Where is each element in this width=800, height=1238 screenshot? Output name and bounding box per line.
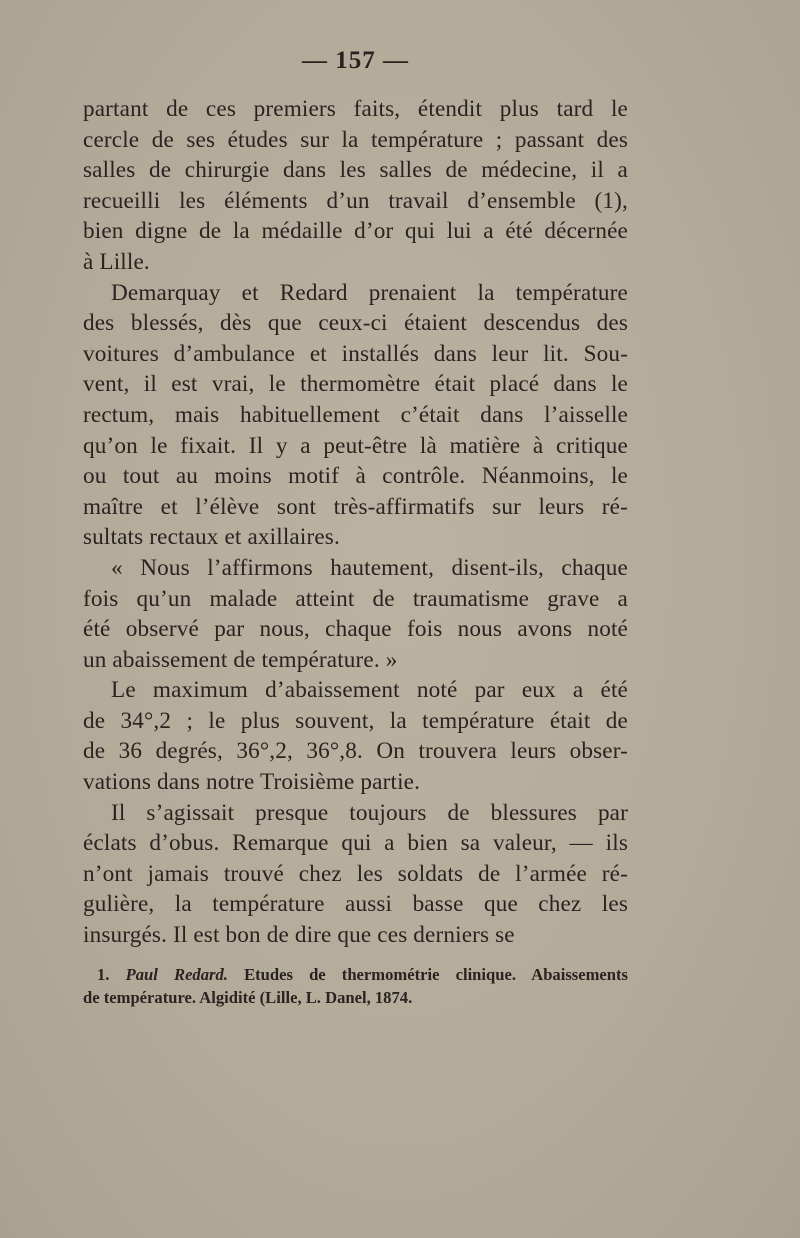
footnote-line-1 (83, 963, 628, 986)
text-line: sultats rectaux et axillaires. (83, 524, 340, 551)
text-line: salles de chirurgie dans les salles de médecine, il a (83, 157, 628, 184)
text-line: à Lille. (83, 248, 150, 275)
page-number: — 157 — (302, 47, 409, 74)
text-line: rectum, mais habituellement c’était dans l’aisselle (83, 401, 628, 428)
footnote-text-1: Etudes de thermométrie clinique. Abaissements (244, 964, 629, 984)
book-page (83, 46, 628, 1009)
text-line: cercle de ses études sur la température ; passant des (83, 126, 628, 153)
body-text (83, 94, 628, 951)
footnote-line-2: de température. Algidité (Lille, L. Danel, 1874. (83, 987, 413, 1007)
paragraph (83, 675, 628, 797)
text-line: un abaissement de température. » (83, 646, 398, 673)
text-line: Le maximum d’abaissement noté par eux a été (111, 677, 628, 704)
text-line: maître et l’élève sont très-affirmatifs sur leurs ré- (83, 493, 628, 520)
footnote-number: 1. (97, 964, 110, 984)
text-line: partant de ces premiers faits, étendit plus tard le (83, 96, 628, 122)
text-line: qu’on le fixait. Il y a peut-être là matière à critique (83, 432, 628, 459)
text-line: été observé par nous, chaque fois nous avons noté (83, 616, 628, 643)
text-line: bien digne de la médaille d’or qui lui a été décernée (83, 218, 628, 245)
paragraph (83, 278, 628, 553)
text-line: vations dans notre Troisième partie. (83, 769, 421, 796)
text-line: ou tout au moins motif à contrôle. Néanmoins, le (83, 463, 628, 490)
text-line: voitures d’ambulance et installés dans leur lit. Sou- (83, 340, 628, 367)
text-line: fois qu’un malade atteint de traumatisme grave a (83, 585, 628, 612)
paragraph (83, 94, 628, 278)
footnote-author: Paul Redard. (125, 964, 228, 984)
text-line: n’ont jamais trouvé chez les soldats de l’armée ré- (83, 860, 628, 887)
text-line: « Nous l’affirmons hautement, disent-ils, chaque (111, 554, 628, 581)
text-line: vent, il est vrai, le thermomètre était placé dans le (83, 371, 628, 398)
text-line: Demarquay et Redard prenaient la température (111, 279, 628, 306)
paragraph (83, 798, 628, 951)
text-line: Il s’agissait presque toujours de blessures par (111, 799, 628, 826)
text-line: de 34°,2 ; le plus souvent, la température était de (83, 707, 628, 734)
footnote (83, 963, 628, 1009)
text-line: de 36 degrés, 36°,2, 36°,8. On trouvera leurs obser- (83, 738, 628, 765)
text-line: insurgés. Il est bon de dire que ces derniers se (83, 922, 515, 949)
text-line: des blessés, dès que ceux-ci étaient descendus des (83, 310, 628, 337)
text-line: recueilli les éléments d’un travail d’ensemble (1), (83, 187, 628, 214)
text-line: éclats d’obus. Remarque qui a bien sa valeur, — ils (83, 830, 628, 857)
paragraph (83, 553, 628, 675)
text-line: gulière, la température aussi basse que chez les (83, 891, 628, 918)
